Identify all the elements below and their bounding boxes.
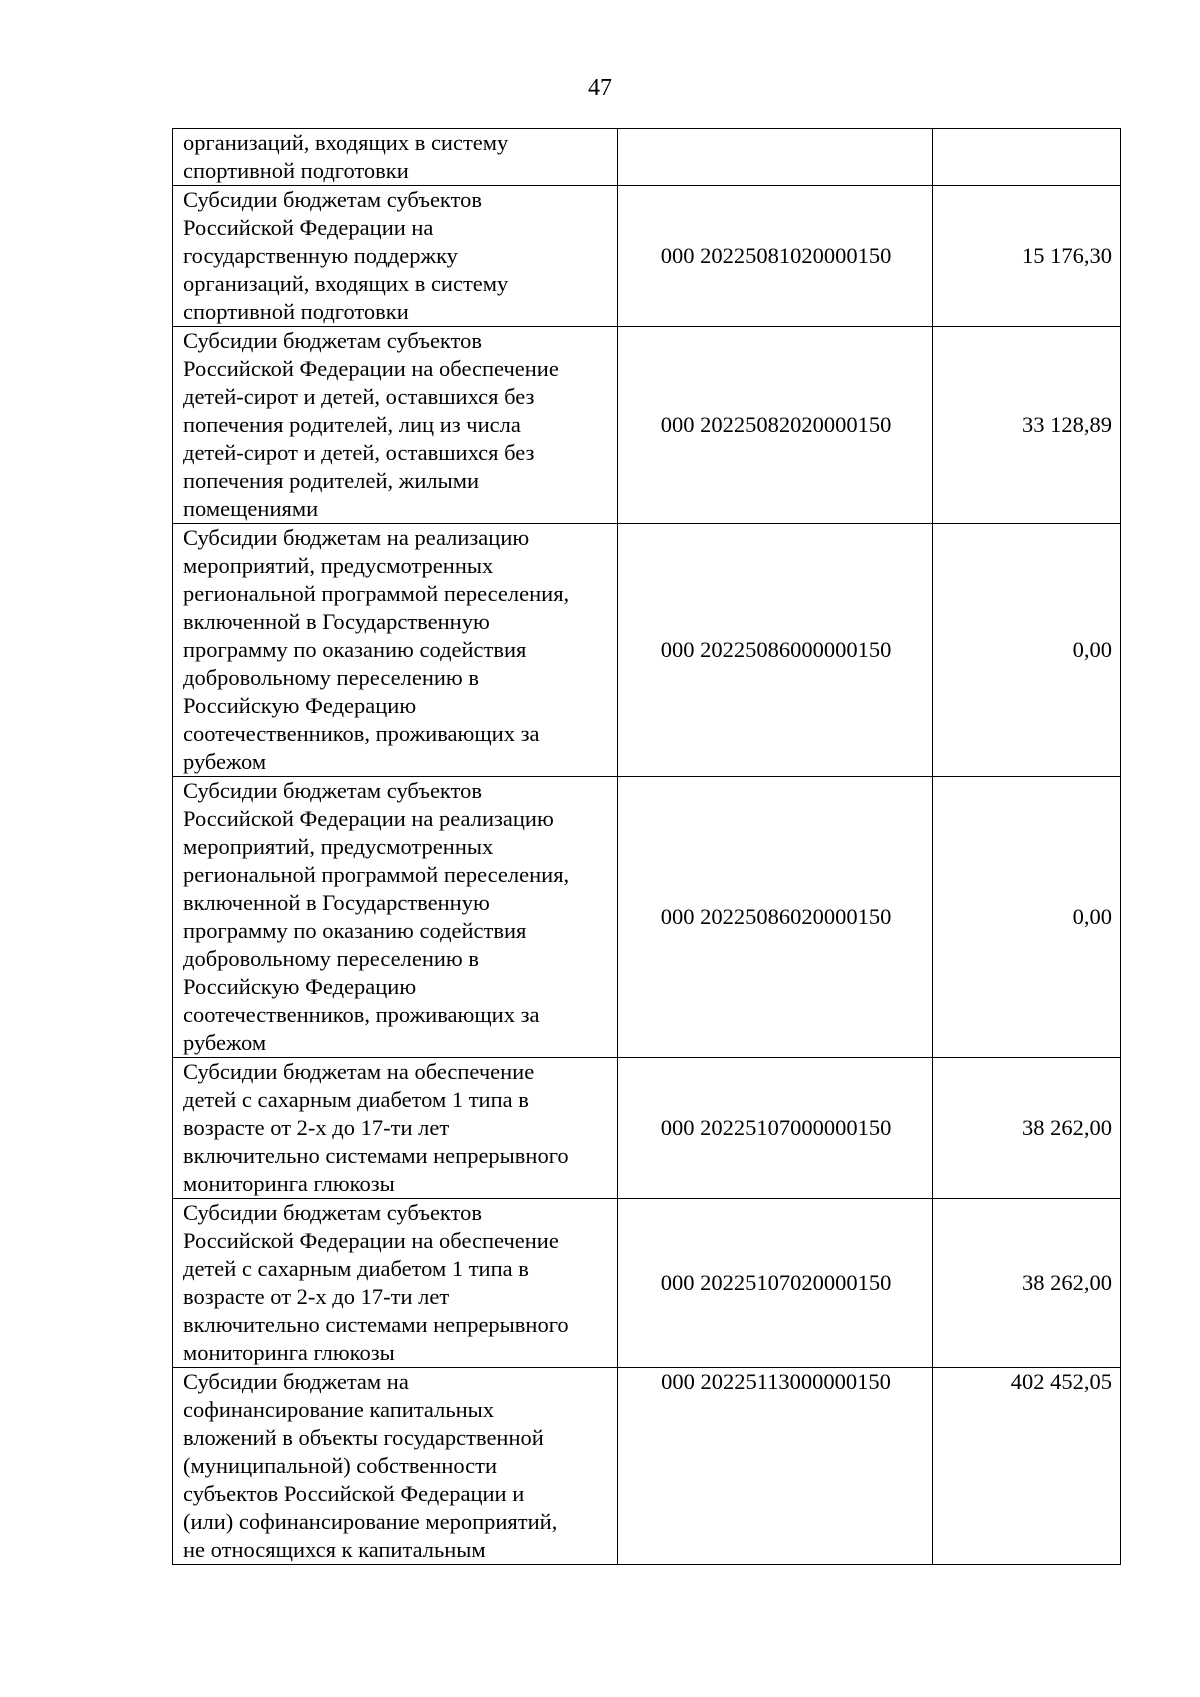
row-amount: 33 128,89 xyxy=(933,327,1121,524)
row-code: 000 20225086000000150 xyxy=(618,524,933,777)
row-amount: 38 262,00 xyxy=(933,1058,1121,1199)
budget-table xyxy=(172,128,1121,1565)
row-amount xyxy=(933,129,1121,186)
row-amount: 38 262,00 xyxy=(933,1199,1121,1368)
row-name: Субсидии бюджетам на реализацию мероприятий, предусмотренных региональной программой переселения, включенной в Государственную программу по оказанию содействия добровольному переселению в Российскую Федерацию соотечественников, проживающих за рубежом xyxy=(173,524,618,777)
table-row xyxy=(173,186,1121,327)
row-amount: 0,00 xyxy=(933,524,1121,777)
row-code xyxy=(618,129,933,186)
row-name: организаций, входящих в систему спортивной подготовки xyxy=(173,129,618,186)
page-number: 47 xyxy=(588,75,612,101)
table-row xyxy=(173,1368,1121,1565)
row-name: Субсидии бюджетам субъектов Российской Федерации на государственную поддержку организаций, входящих в систему спортивной подготовки xyxy=(173,186,618,327)
row-name: Субсидии бюджетам субъектов Российской Федерации на обеспечение детей с сахарным диабетом 1 типа в возрасте от 2-х до 17-ти лет включительно системами непрерывного мониторинга глюкозы xyxy=(173,1199,618,1368)
row-code: 000 20225082020000150 xyxy=(618,327,933,524)
row-code: 000 20225107020000150 xyxy=(618,1199,933,1368)
row-name: Субсидии бюджетам на обеспечение детей с сахарным диабетом 1 типа в возрасте от 2-х до 17-ти лет включительно системами непрерывного мониторинга глюкозы xyxy=(173,1058,618,1199)
table-row xyxy=(173,327,1121,524)
row-amount: 0,00 xyxy=(933,777,1121,1058)
row-code: 000 20225113000000150 xyxy=(618,1368,933,1565)
row-code: 000 20225086020000150 xyxy=(618,777,933,1058)
row-code: 000 20225081020000150 xyxy=(618,186,933,327)
table-row xyxy=(173,777,1121,1058)
table-row xyxy=(173,129,1121,186)
table-row xyxy=(173,524,1121,777)
row-name: Субсидии бюджетам субъектов Российской Федерации на реализацию мероприятий, предусмотренных региональной программой переселения, включенной в Государственную программу по оказанию содействия добровольному переселению в Российскую Федерацию соотечественников, проживающих за рубежом xyxy=(173,777,618,1058)
row-amount: 402 452,05 xyxy=(933,1368,1121,1565)
table-row xyxy=(173,1058,1121,1199)
row-amount: 15 176,30 xyxy=(933,186,1121,327)
row-name: Субсидии бюджетам на софинансирование капитальных вложений в объекты государственной (муниципальной) собственности субъектов Российской Федерации и (или) софинансирование мероприятий, не относящихся к капитальным xyxy=(173,1368,618,1565)
row-name: Субсидии бюджетам субъектов Российской Федерации на обеспечение детей-сирот и детей, оставшихся без попечения родителей, лиц из числа детей-сирот и детей, оставшихся без попечения родителей, жилыми помещениями xyxy=(173,327,618,524)
row-code: 000 20225107000000150 xyxy=(618,1058,933,1199)
table-row xyxy=(173,1199,1121,1368)
